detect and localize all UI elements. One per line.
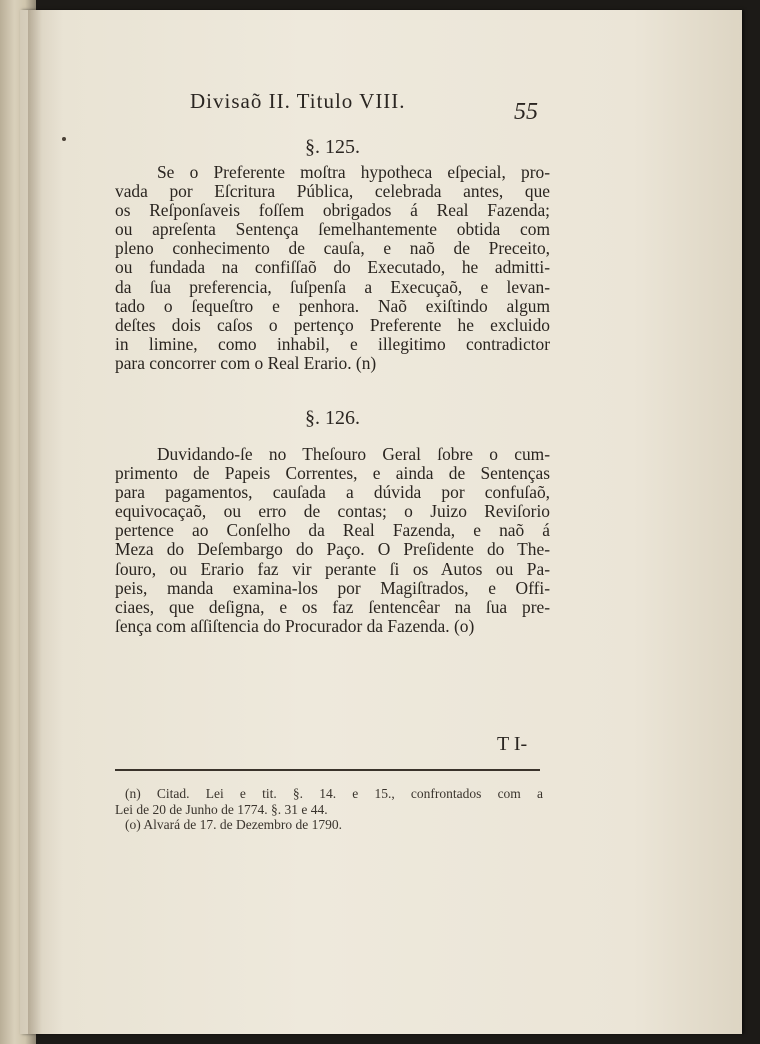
text-line: equivocaçaõ, ou erro de contas; o Juizo Reviſorio [115, 501, 550, 522]
text-line: Se o Preferente moſtra hypotheca eſpecial, pro- [157, 162, 550, 182]
catchword: T I- [497, 733, 528, 755]
section-125-body [115, 163, 550, 373]
footnotes [115, 786, 543, 833]
text-line: deſtes dois caſos o pertenço Preferente he excluido [115, 314, 550, 335]
text-line: vada por Eſcritura Pública, celebrada antes, que [115, 181, 550, 202]
text-line: da ſua preferencia, ſuſpenſa a Execuçaõ, e levan- [115, 276, 550, 297]
text-line: ciaes, que deſigna, e os faz ſentencêar na ſua pre- [115, 596, 550, 617]
text-line: ou fundada na confiſſaõ do Executado, he admitti- [115, 257, 550, 278]
ink-spot [62, 137, 66, 141]
text-line: pertence ao Conſelho da Real Fazenda, e naõ á [115, 520, 550, 541]
page-number: 55 [514, 99, 538, 125]
footnote-line: (n) Citad. Lei e tit. §. 14. e 15., confrontados com a [125, 786, 543, 801]
text-line: in limine, como inhabil, e illegitimo contradictor [115, 333, 550, 354]
footnote-line: Lei de 20 de Junho de 1774. §. 31 e 44. [115, 801, 328, 817]
text-line: ſouro, ou Erario faz vir perante ſi os Autos ou Pa- [115, 558, 550, 579]
section-126-heading: §. 126. [305, 407, 360, 429]
footnote-rule [115, 769, 540, 771]
running-header: Divisaõ II. Titulo VIII. [190, 89, 406, 113]
text-line: Duvidando-ſe no Theſouro Geral ſobre o cum- [157, 444, 550, 464]
text-line: primento de Papeis Correntes, e ainda de Sentenças [115, 463, 550, 484]
text-line: tado o ſequeſtro e penhora. Naõ exiſtindo algum [115, 295, 550, 316]
gutter-shadow [28, 10, 42, 1034]
section-126-body [115, 445, 550, 636]
text-line: peis, manda examina-los por Magiſtrados, e Offi- [115, 577, 550, 598]
section-125-heading: §. 125. [305, 136, 360, 158]
text-line: para concorrer com o Real Erario. (n) [115, 352, 377, 373]
text-line: pleno conhecimento de cauſa, e naõ de Preceito, [115, 238, 550, 259]
text-line: ſença com aſſiſtencia do Procurador da Fazenda. (o) [115, 615, 475, 636]
text-line: Meza do Deſembargo do Paço. O Preſidente do The- [115, 539, 550, 560]
footnote-line: (o) Alvará de 17. de Dezembro de 1790. [125, 817, 343, 832]
text-line: os Reſponſaveis foſſem obrigados á Real Fazenda; [115, 200, 550, 221]
text-line: para pagamentos, cauſada a dúvida por confuſaõ, [115, 482, 550, 503]
text-line: ou apreſenta Sentença ſemelhantemente obtida com [115, 219, 550, 240]
